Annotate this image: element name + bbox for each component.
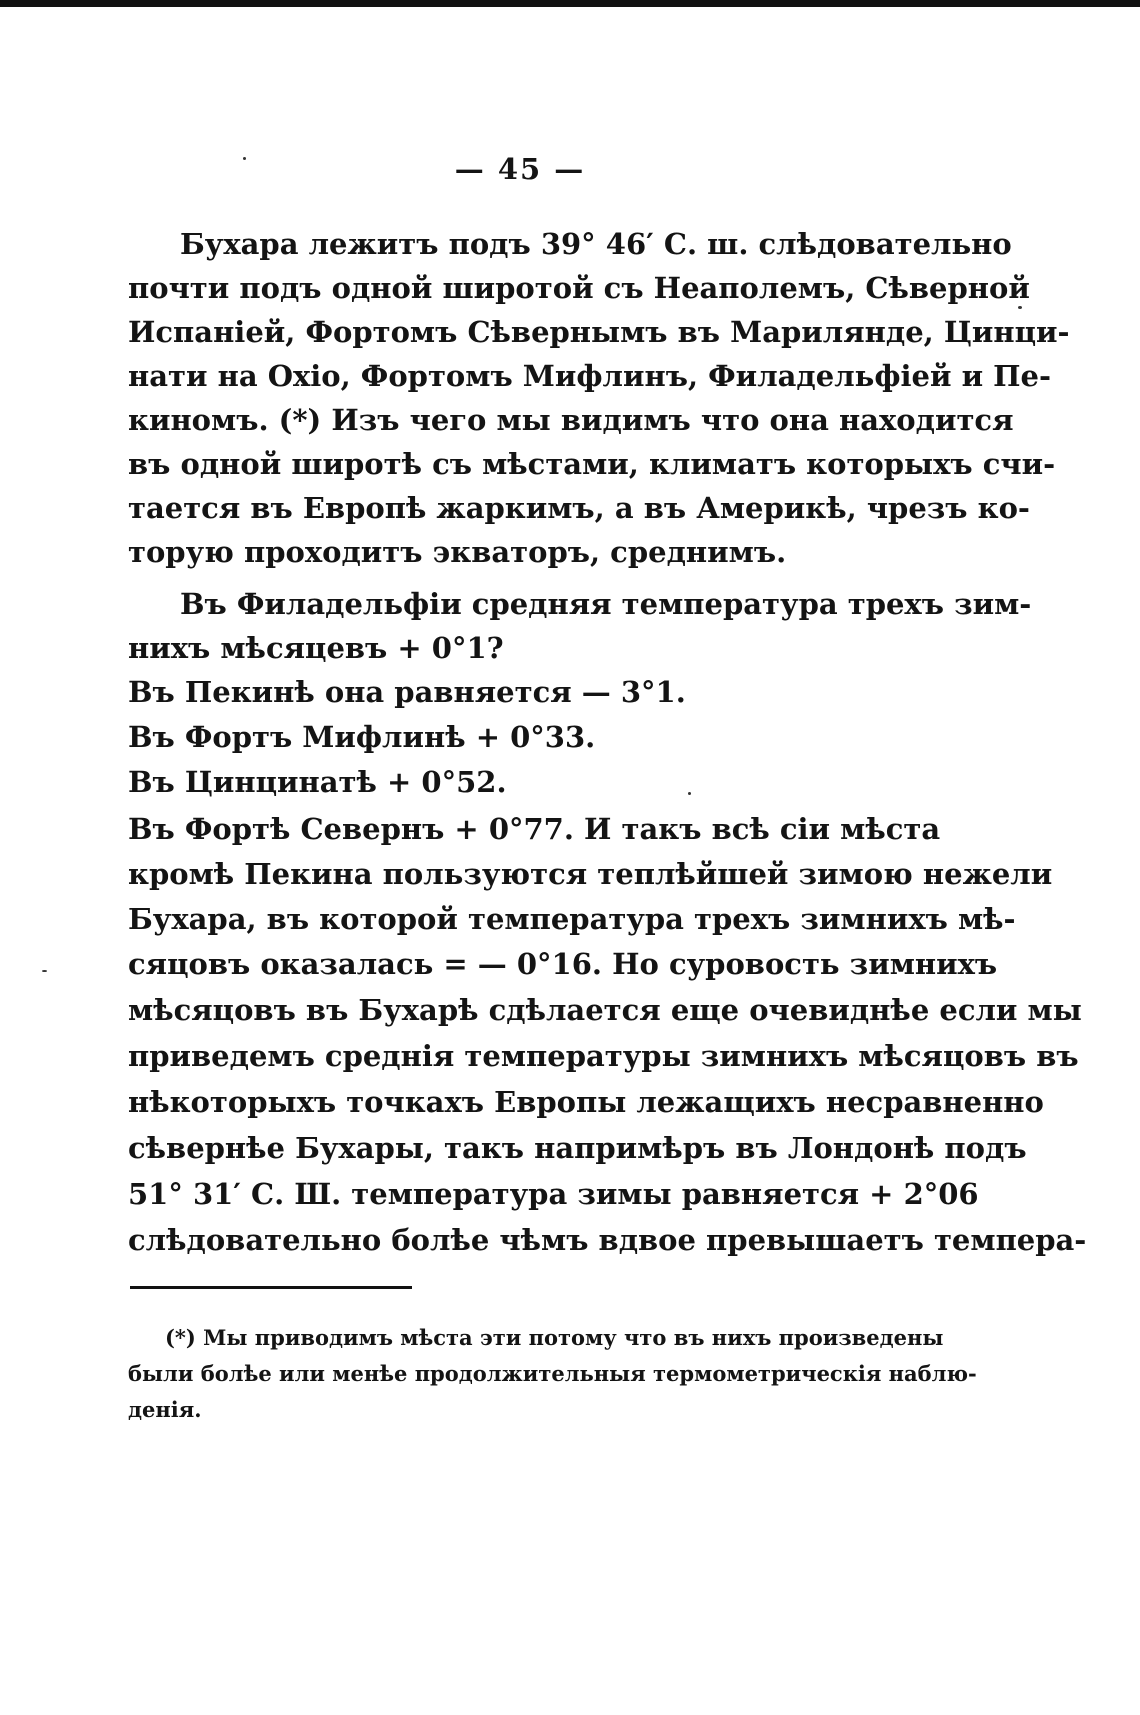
scan-speck bbox=[1018, 306, 1022, 309]
body-line: тается въ Европѣ жаркимъ, а въ Америкѣ, чрезъ ко- bbox=[128, 491, 1030, 525]
page-number: — 45 — bbox=[454, 152, 586, 186]
body-line: мѣсяцовъ въ Бухарѣ сдѣлается еще очевиднѣе если мы bbox=[128, 993, 1082, 1027]
body-line: Бухара лежитъ подъ 39° 46′ С. ш. слѣдовательно bbox=[180, 227, 1012, 261]
body-line: сяцовъ оказалась = — 0°16. Но суровость зимнихъ bbox=[128, 947, 998, 981]
body-line: киномъ. (*) Изъ чего мы видимъ что она находится bbox=[128, 403, 1014, 437]
body-line: Въ Пекинѣ она равняется — 3°1. bbox=[128, 675, 686, 709]
body-line: приведемъ среднія температуры зимнихъ мѣсяцовъ въ bbox=[128, 1039, 1079, 1073]
footnote-line: денія. bbox=[128, 1397, 202, 1422]
body-line: сѣвернѣе Бухары, такъ напримѣръ въ Лондонѣ подъ bbox=[128, 1131, 1027, 1165]
scan-top-edge bbox=[0, 0, 1140, 7]
scan-speck bbox=[243, 157, 246, 160]
footnote-line: (*) Мы приводимъ мѣста эти потому что въ нихъ произведены bbox=[165, 1325, 944, 1350]
footnote-line: были болѣе или менѣе продолжительныя термометрическія наблю- bbox=[128, 1361, 977, 1386]
body-line: Въ Цинцинатѣ + 0°52. bbox=[128, 765, 507, 799]
body-line: Въ Фортъ Мифлинѣ + 0°33. bbox=[128, 720, 596, 754]
body-line: въ одной широтѣ съ мѣстами, климатъ которыхъ счи- bbox=[128, 447, 1056, 481]
body-line: почти подъ одной широтой съ Неаполемъ, Сѣверной bbox=[128, 271, 1030, 305]
body-line: Въ Филадельфіи средняя температура трехъ зим- bbox=[180, 587, 1032, 621]
body-line: торую проходитъ экваторъ, среднимъ. bbox=[128, 535, 787, 569]
body-line: нихъ мѣсяцевъ + 0°1? bbox=[128, 631, 504, 665]
scan-speck bbox=[688, 792, 691, 795]
body-line: слѣдовательно болѣе чѣмъ вдвое превышаетъ темпера- bbox=[128, 1223, 1087, 1257]
body-line: Испаніей, Фортомъ Сѣвернымъ въ Марилянде, Цинци- bbox=[128, 315, 1070, 349]
body-line: Бухара, въ которой температура трехъ зимнихъ мѣ- bbox=[128, 902, 1016, 936]
body-line: 51° 31′ С. Ш. температура зимы равняется + 2°06 bbox=[128, 1177, 979, 1211]
body-line: нѣкоторыхъ точкахъ Европы лежащихъ несравненно bbox=[128, 1085, 1044, 1119]
scan-speck bbox=[42, 970, 47, 972]
body-line: Въ Фортѣ Севернъ + 0°77. И такъ всѣ сіи мѣста bbox=[128, 812, 941, 846]
body-line: кромѣ Пекина пользуются теплѣйшей зимою нежели bbox=[128, 857, 1053, 891]
footnote-separator bbox=[130, 1286, 412, 1289]
body-line: нати на Охіо, Фортомъ Мифлинъ, Филадельфіей и Пе- bbox=[128, 359, 1052, 393]
